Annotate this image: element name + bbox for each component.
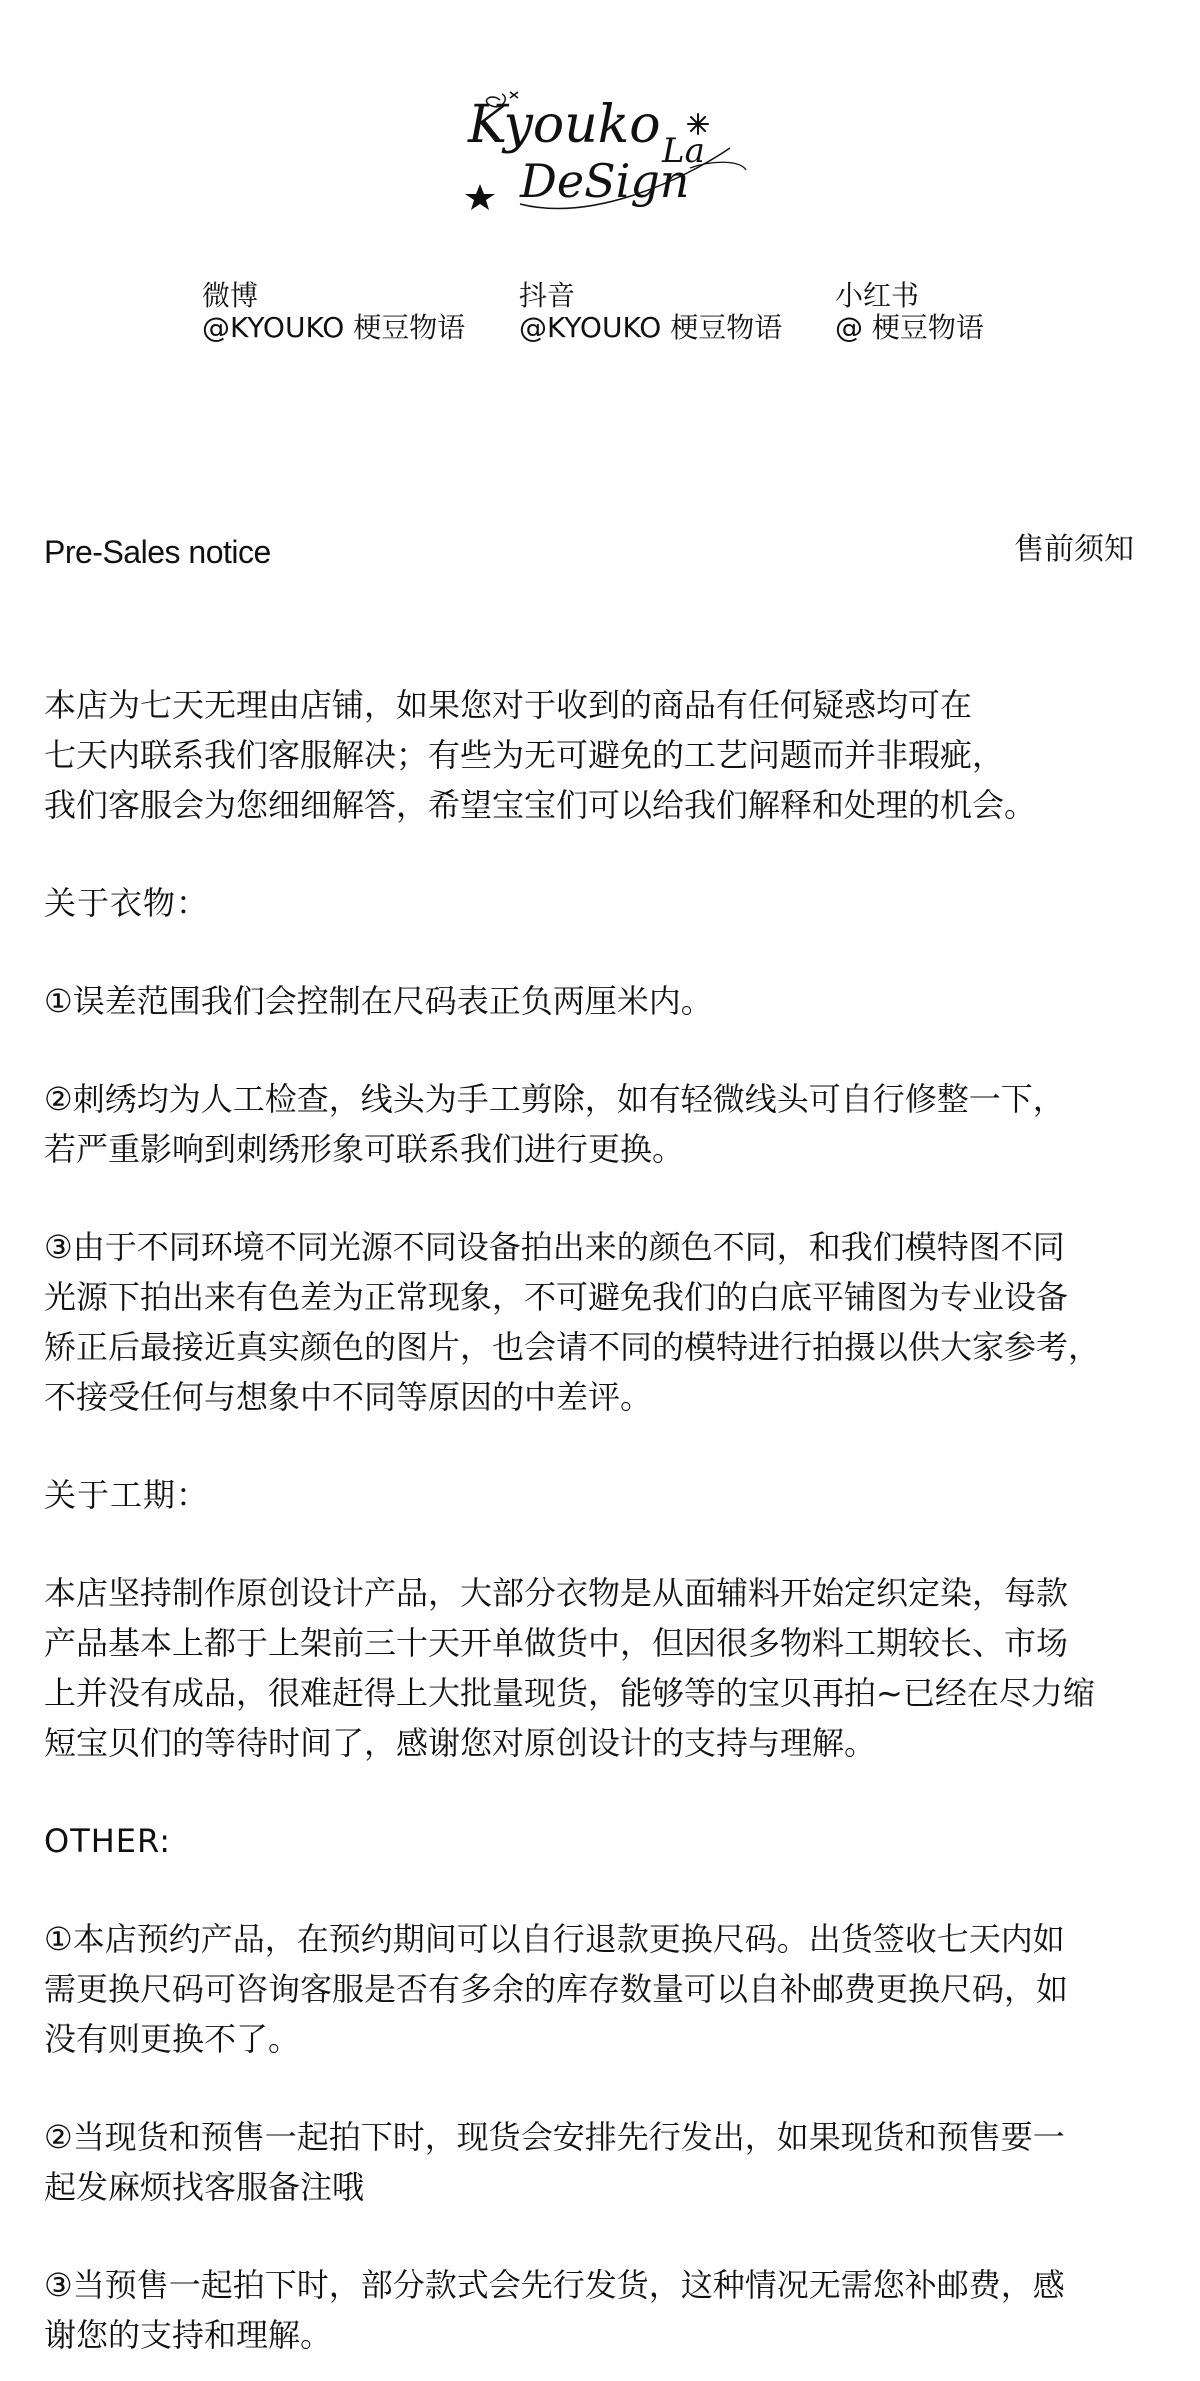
schedule-heading: 关于工期： [44, 1476, 210, 1514]
snowflake-icon [688, 114, 708, 134]
other-heading: OTHER: [44, 1822, 172, 1860]
star-icon [465, 184, 495, 210]
other-item-line: 需更换尺码可咨询客服是否有多余的库存数量可以自补邮费更换尺码，如 [44, 1970, 1069, 2008]
social-name: 小红书 [835, 279, 920, 312]
other-item-line: 谢您的支持和理解。 [44, 2316, 333, 2354]
schedule-line: 短宝贝们的等待时间了，感谢您对原创设计的支持与理解。 [44, 1724, 877, 1762]
clothing-item-line: 光源下拍出来有色差为正常现象，不可避免我们的白底平铺图为专业设备 [44, 1278, 1069, 1316]
clothing-item-line: ②刺绣均为人工检查，线头为手工剪除，如有轻微线头可自行修整一下， [44, 1080, 1065, 1118]
other-item-line: ③当预售一起拍下时，部分款式会先行发货，这种情况无需您补邮费，感 [44, 2266, 1065, 2304]
social-weibo [202, 280, 465, 344]
social-name: 微博 [202, 279, 259, 312]
brand-logo [450, 72, 770, 232]
notice-title-en: Pre-Sales notice [44, 534, 271, 570]
clothing-item-line: ③由于不同环境不同光源不同设备拍出来的颜色不同，和我们模特图不同 [44, 1228, 1065, 1266]
intro-line: 本店为七天无理由店铺，如果您对于收到的商品有任何疑惑均可在 [44, 686, 973, 724]
logo-text-side: La [662, 131, 705, 171]
schedule-line: 上并没有成品，很难赶得上大批量现货，能够等的宝贝再拍~已经在尽力缩 [44, 1674, 1095, 1712]
social-handle: @KYOUKO 梗豆物语 [519, 311, 783, 344]
other-item-line: 没有则更换不了。 [44, 2020, 301, 2058]
clothing-item-line: 矫正后最接近真实颜色的图片，也会请不同的模特进行拍摄以供大家参考， [44, 1328, 1101, 1366]
clothing-heading: 关于衣物： [44, 884, 210, 922]
other-item-line: 起发麻烦找客服备注哦 [44, 2168, 365, 2206]
intro-line: 我们客服会为您细细解答，希望宝宝们可以给我们解释和处理的机会。 [44, 786, 1037, 824]
schedule-line: 本店坚持制作原创设计产品，大部分衣物是从面辅料开始定织定染，每款 [44, 1574, 1069, 1612]
social-douyin [519, 280, 782, 344]
social-accounts [0, 280, 1200, 350]
logo-text-top: Kyouko [468, 95, 661, 155]
other-item-line: ②当现货和预售一起拍下时，现货会安排先行发出，如果现货和预售要一 [44, 2118, 1065, 2156]
clothing-item-line: 不接受任何与想象中不同等原因的中差评。 [44, 1378, 653, 1416]
social-xiaohongshu [835, 280, 984, 344]
schedule-line: 产品基本上都于上架前三十天开单做货中，但因很多物料工期较长、市场 [44, 1624, 1069, 1662]
notice-title-cn: 售前须知 [1014, 532, 1134, 567]
social-handle: @KYOUKO 梗豆物语 [202, 311, 466, 344]
clothing-item-line: 若严重影响到刺绣形象可联系我们进行更换。 [44, 1130, 685, 1168]
other-item-line: ①本店预约产品，在预约期间可以自行退款更换尺码。出货签收七天内如 [44, 1920, 1065, 1958]
clothing-item-line: ①误差范围我们会控制在尺码表正负两厘米内。 [44, 982, 713, 1020]
logo-text-bottom: DeSign [520, 154, 690, 208]
notice-content [44, 680, 1174, 2360]
social-handle: @ 梗豆物语 [835, 311, 984, 344]
intro-line: 七天内联系我们客服解决；有些为无可避免的工艺问题而并非瑕疵， [44, 736, 1005, 774]
social-name: 抖音 [519, 279, 576, 312]
